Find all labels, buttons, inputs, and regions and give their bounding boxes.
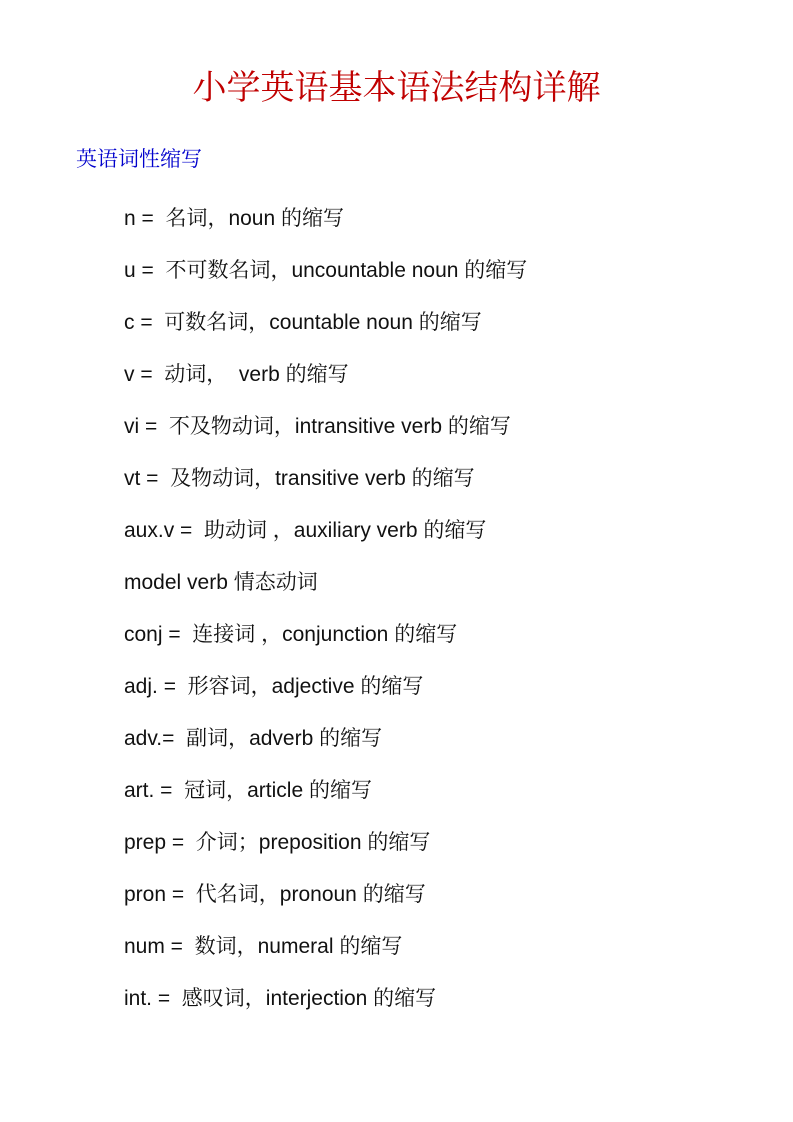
list-item: prep = 介词；preposition 的缩写 (124, 831, 431, 854)
list-item: adj. = 形容词，adjective 的缩写 (124, 675, 424, 698)
section-heading: 英语词性缩写 (76, 147, 202, 171)
list-item: num = 数词，numeral 的缩写 (124, 935, 403, 958)
list-item: model verb 情态动词 (124, 571, 318, 594)
list-item: int. = 感叹词，interjection 的缩写 (124, 987, 437, 1010)
list-item: art. = 冠词，article 的缩写 (124, 779, 372, 802)
abbreviation-list (124, 203, 527, 1035)
list-item: u = 不可数名词，uncountable noun 的缩写 (124, 259, 528, 282)
page-title: 小学英语基本语法结构详解 (192, 68, 601, 108)
list-item: c = 可数名词，countable noun 的缩写 (124, 311, 482, 334)
list-item: conj = 连接词 ，conjunction 的缩写 (124, 623, 458, 646)
list-item: aux.v = 助动词 ，auxiliary verb 的缩写 (124, 519, 487, 542)
list-item: vi = 不及物动词，intransitive verb 的缩写 (124, 415, 511, 438)
list-item: n = 名词，noun 的缩写 (124, 207, 344, 230)
list-item: adv.= 副词，adverb 的缩写 (124, 727, 383, 750)
list-item: pron = 代名词，pronoun 的缩写 (124, 883, 426, 906)
list-item: v = 动词， verb 的缩写 (124, 363, 349, 386)
list-item: vt = 及物动词，transitive verb 的缩写 (124, 467, 475, 490)
